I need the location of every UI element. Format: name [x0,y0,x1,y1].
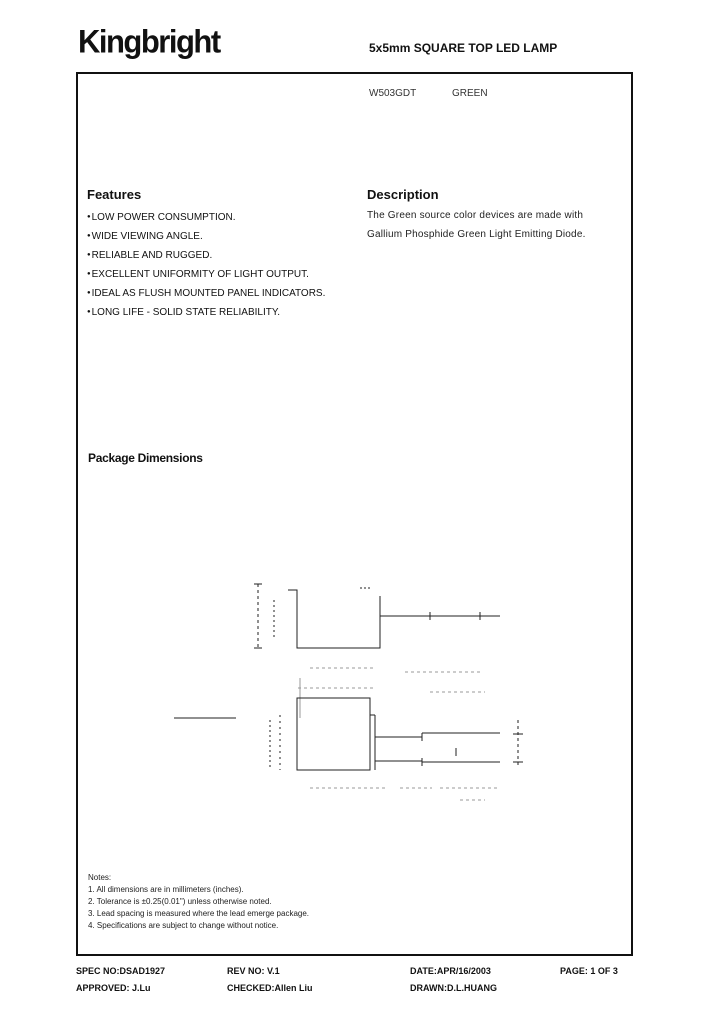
note-item: 3. Lead spacing is measured where the lead emerge package. [88,909,310,918]
approved-by: APPROVED: J.Lu [76,983,151,993]
feature-item: ● WIDE VIEWING ANGLE. [87,227,325,246]
drawn-by: DRAWN:D.L.HUANG [410,983,497,993]
notes-heading: Notes: [88,873,112,882]
package-dimensions-heading: Package Dimensions [88,451,203,465]
emitting-color: GREEN [452,88,488,99]
part-number: W503GDT [369,88,417,99]
description-line-1: The Green source color devices are made with [367,210,584,221]
description-line-2: Gallium Phosphide Green Light Emitting Diode. [367,229,586,240]
note-item: 2. Tolerance is ±0.25(0.01") unless otherwise noted. [88,897,272,906]
features-heading: Features [87,187,142,202]
notes-block [88,872,309,932]
note-item: 1. All dimensions are in millimeters (inches). [88,885,244,894]
side-view-body [297,698,370,770]
feature-item: ● LONG LIFE - SOLID STATE RELIABILITY. [87,303,325,322]
top-view-body-outline [288,590,380,648]
description-heading: Description [367,187,439,202]
kingbright-logo: Kingbright [78,23,220,60]
document-date: DATE:APR/16/2003 [410,966,491,976]
document-title: 5x5mm SQUARE TOP LED LAMP [369,41,558,55]
package-dimension-drawing [160,570,540,810]
feature-item: ● EXCELLENT UNIFORMITY OF LIGHT OUTPUT. [87,265,325,284]
revision-number: REV NO: V.1 [227,966,280,976]
description-text [367,206,627,244]
page-number: PAGE: 1 OF 3 [560,966,618,976]
feature-item: ● LOW POWER CONSUMPTION. [87,208,325,227]
note-item: 4. Specifications are subject to change without notice. [88,921,279,930]
feature-item: ● RELIABLE AND RUGGED. [87,246,325,265]
features-list [87,208,325,322]
feature-item: ● IDEAL AS FLUSH MOUNTED PANEL INDICATORS. [87,284,325,303]
checked-by: CHECKED:Allen Liu [227,983,313,993]
spec-number: SPEC NO:DSAD1927 [76,966,166,976]
content-frame [76,72,633,956]
